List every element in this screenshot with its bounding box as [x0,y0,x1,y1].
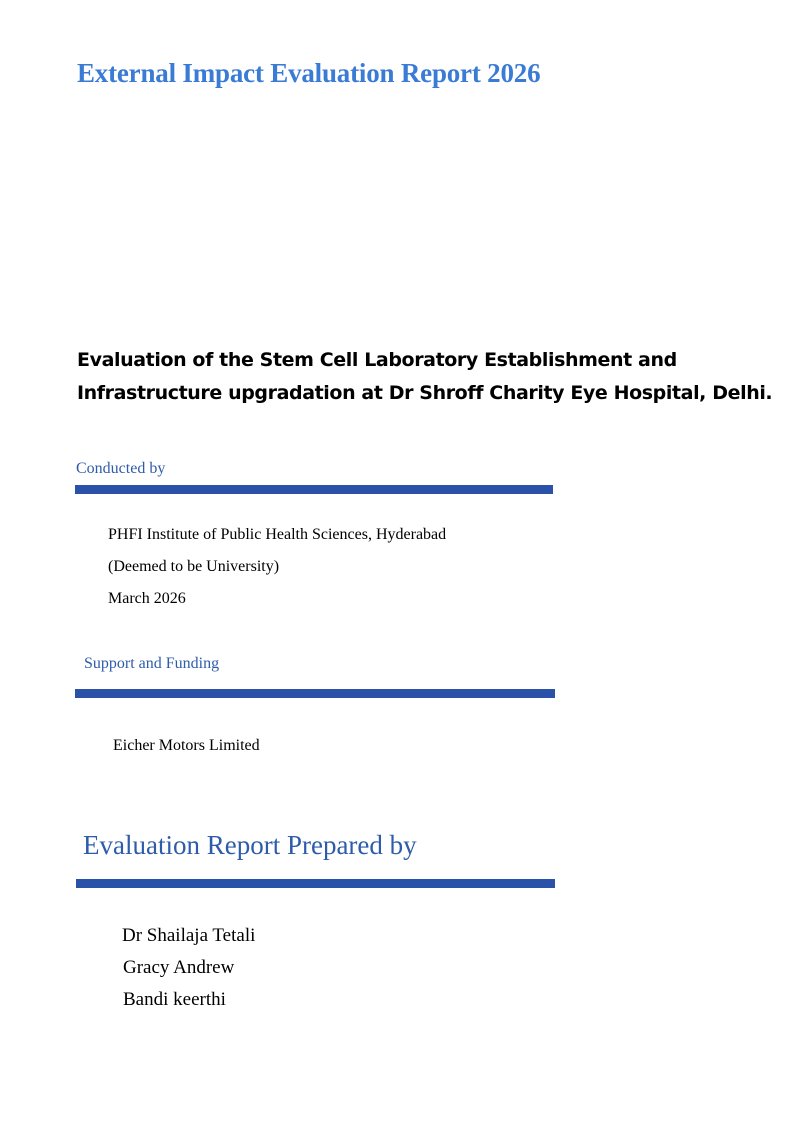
support-divider [75,689,555,698]
author-name: Gracy Andrew [123,957,235,978]
conducted-by-heading: Conducted by [76,460,166,477]
institute-status: (Deemed to be University) [108,558,280,575]
institute-name: PHFI Institute of Public Health Sciences, Hyderabad [108,526,447,543]
author-name: Bandi keerthi [123,989,226,1010]
funder-name: Eicher Motors Limited [113,737,260,754]
subject-line-1: Evaluation of the Stem Cell Laboratory Establishment and [77,349,677,371]
report-date: March 2026 [108,590,186,607]
author-name: Dr Shailaja Tetali [122,925,256,946]
support-funding-heading: Support and Funding [84,655,220,672]
prepared-by-heading: Evaluation Report Prepared by [83,830,417,860]
report-title: External Impact Evaluation Report 2026 [77,58,541,88]
conducted-divider [75,485,553,494]
prepared-divider [76,879,555,888]
subject-line-2: Infrastructure upgradation at Dr Shroff Charity Eye Hospital, Delhi. [77,382,773,404]
